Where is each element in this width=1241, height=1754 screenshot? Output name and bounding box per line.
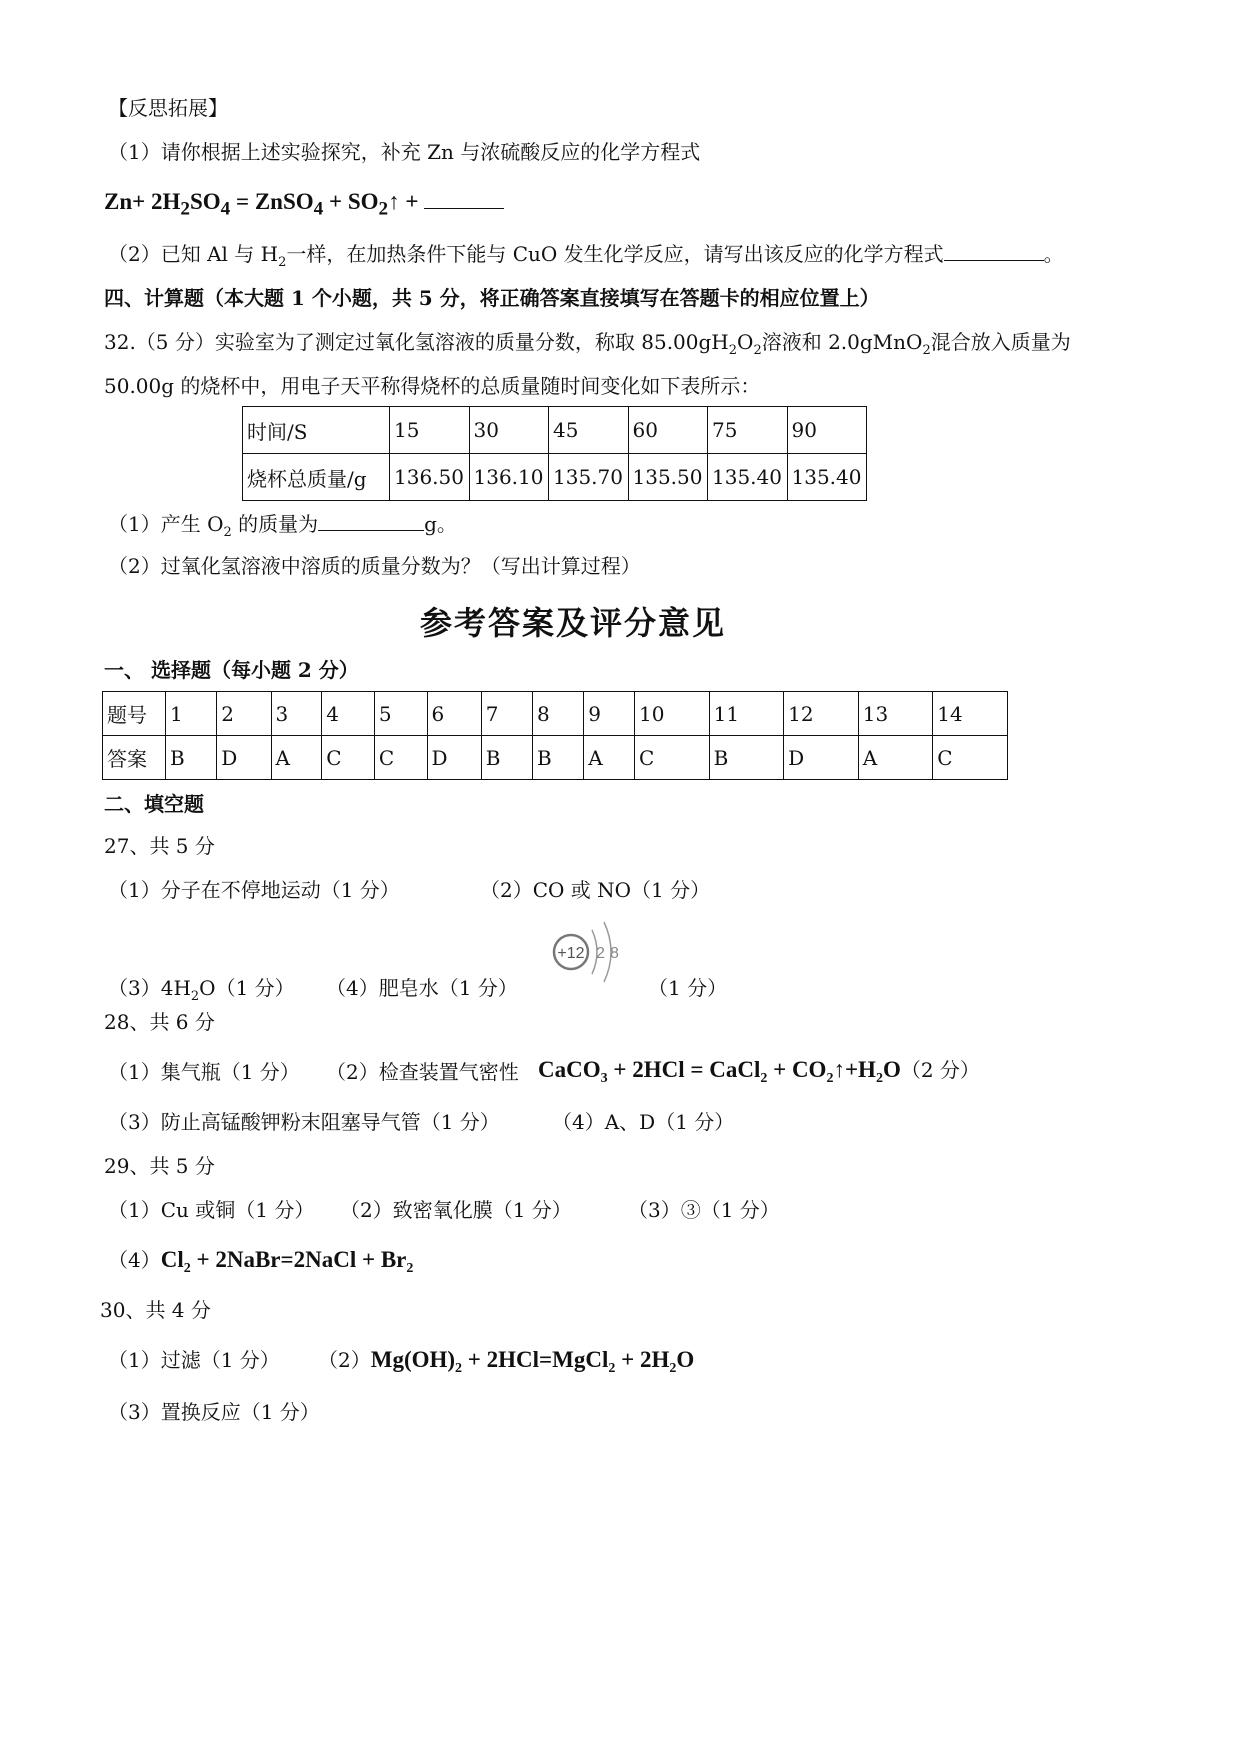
q27-part4: （4）肥皂水（1 分） [326,976,518,1000]
table-cell: 6 [427,692,481,736]
q28-part2: （2）检查装置气密性 [326,1060,519,1084]
table-cell: B [166,736,217,780]
reflect-q2: （2）已知 Al 与 $H_2$一样，在加热条件下能与 CuO 发生化学反应，请写出该反应的化学方程式 。 [108,242,1064,270]
table-cell: 135.70 [549,454,629,501]
table-cell: D [427,736,481,780]
mass-table [242,406,867,501]
table-cell: 8 [533,692,584,736]
table-cell: 烧杯总质量/g [243,454,390,501]
table-cell: B [709,736,784,780]
table-cell: A [271,736,322,780]
table-cell: 7 [481,692,532,736]
q30-part3: （3）置换反应（1 分） [108,1400,320,1424]
table-cell: 5 [374,692,427,736]
table-cell: 题号 [103,692,166,736]
q28-part4: （4）A、D（1 分） [552,1110,735,1134]
answers-title: 参考答案及评分意见 [420,604,727,642]
table-cell: 136.10 [469,454,549,501]
q29-part3: （3）③（1 分） [628,1198,780,1222]
table-cell: D [784,736,859,780]
q30-part2: $(2)Mg(OH)_2$ + 2HCl=MgCl$_2$ + $2H_2O$ [318,1347,695,1376]
q32-line2: 50.00g 的烧杯中，用电子天平称得烧杯的总质量随时间变化如下表所示： [104,374,761,398]
answer-row [103,736,1008,780]
question-number-row [103,692,1008,736]
caco3-equation: CaCO$_3$ + 2HCl = CaCl$_2$ + $CO_2↑+H_2O(2$ 分） [538,1057,980,1086]
q32-p2: （2）过氧化氢溶液中溶质的质量分数为？（写出计算过程） [108,554,641,578]
q28-part3: （3）防止高锰酸钾粉末阻塞导气管（1 分） [108,1110,500,1134]
table-cell: D [217,736,271,780]
table-cell: 90 [787,407,867,454]
table-cell: 12 [784,692,859,736]
q27-part2: （2）CO 或 NO（1 分） [480,878,711,902]
reflect-q1: （1）请你根据上述实验探究，补充 Zn 与浓硫酸反应的化学方程式 [108,140,701,164]
time-row [243,407,867,454]
section-choice: 一、 选择题（每小题 2 分） [104,658,359,682]
table-cell: 11 [709,692,784,736]
table-cell: 9 [584,692,635,736]
table-cell: 45 [549,407,629,454]
svg-text:8: 8 [610,945,619,962]
table-cell: 10 [635,692,710,736]
table-cell: 136.50 [390,454,470,501]
q32-p1: （1）产生 $O_2$ 的质量为 g。 [108,512,457,540]
table-cell: 14 [933,692,1008,736]
table-cell: B [533,736,584,780]
magnesium-atom-diagram-icon [540,916,640,988]
zn-equation: $Zn+ 2H_2SO_4$ = ZnSO$_4$ + $SO_2↑$ + [104,188,504,224]
q29-heading: 29、共 5 分 [104,1154,215,1178]
mass-row [243,454,867,501]
q27-part1: （1）分子在不停地运动（1 分） [108,878,400,902]
q27-part5: （1 分） [648,976,728,1000]
answer-blank [318,510,424,531]
q28-part1: （1）集气瓶（1 分） [108,1060,300,1084]
table-cell: 135.50 [628,454,708,501]
q29-part2: （2）致密氧化膜（1 分） [340,1198,572,1222]
svg-text:2: 2 [596,945,605,962]
table-cell: 1 [166,692,217,736]
table-cell: 75 [708,407,788,454]
calc-heading: 四、计算题（本大题 1 个小题，共 5 分，将正确答案直接填写在答题卡的相应位置上） [104,286,880,310]
table-cell: 2 [217,692,271,736]
table-cell: 135.40 [708,454,788,501]
q29-part4: $(4)Cl_2$ + 2NaBr=2NaCl + $Br_2$ [108,1247,414,1276]
table-cell: C [933,736,1008,780]
answer-blank [424,188,504,209]
q32-line1: 32.（5 分）实验室为了测定过氧化氢溶液的质量分数，称取 $85.00gH_2O_2$溶液和 2.0gMnO$_2$混合放入质量为 [104,330,1071,358]
table-cell: 时间/S [243,407,390,454]
choice-answer-table [102,691,1008,780]
q28-heading: 28、共 6 分 [104,1010,215,1034]
table-cell: 30 [469,407,549,454]
table-cell: 135.40 [787,454,867,501]
table-cell: B [481,736,532,780]
table-cell: 60 [628,407,708,454]
table-cell: C [635,736,710,780]
table-cell: A [858,736,933,780]
svg-text:+12: +12 [557,945,585,962]
table-cell: C [374,736,427,780]
q30-part1: （1）过滤（1 分） [108,1348,280,1372]
table-cell: 4 [322,692,375,736]
table-cell: 13 [858,692,933,736]
table-cell: 答案 [103,736,166,780]
table-cell: A [584,736,635,780]
table-cell: 3 [271,692,322,736]
q29-part1: （1）Cu 或铜（1 分） [108,1198,315,1222]
table-cell: 15 [390,407,470,454]
q30-heading: 30、共 4 分 [100,1298,211,1322]
reflect-heading: 【反思拓展】 [108,96,228,120]
q27-heading: 27、共 5 分 [104,834,215,858]
answer-blank [944,240,1044,261]
table-cell: C [322,736,375,780]
q27-part3: $(3)4H_2O(1$ 分） [108,976,295,1004]
section-fill: 二、填空题 [104,792,204,816]
